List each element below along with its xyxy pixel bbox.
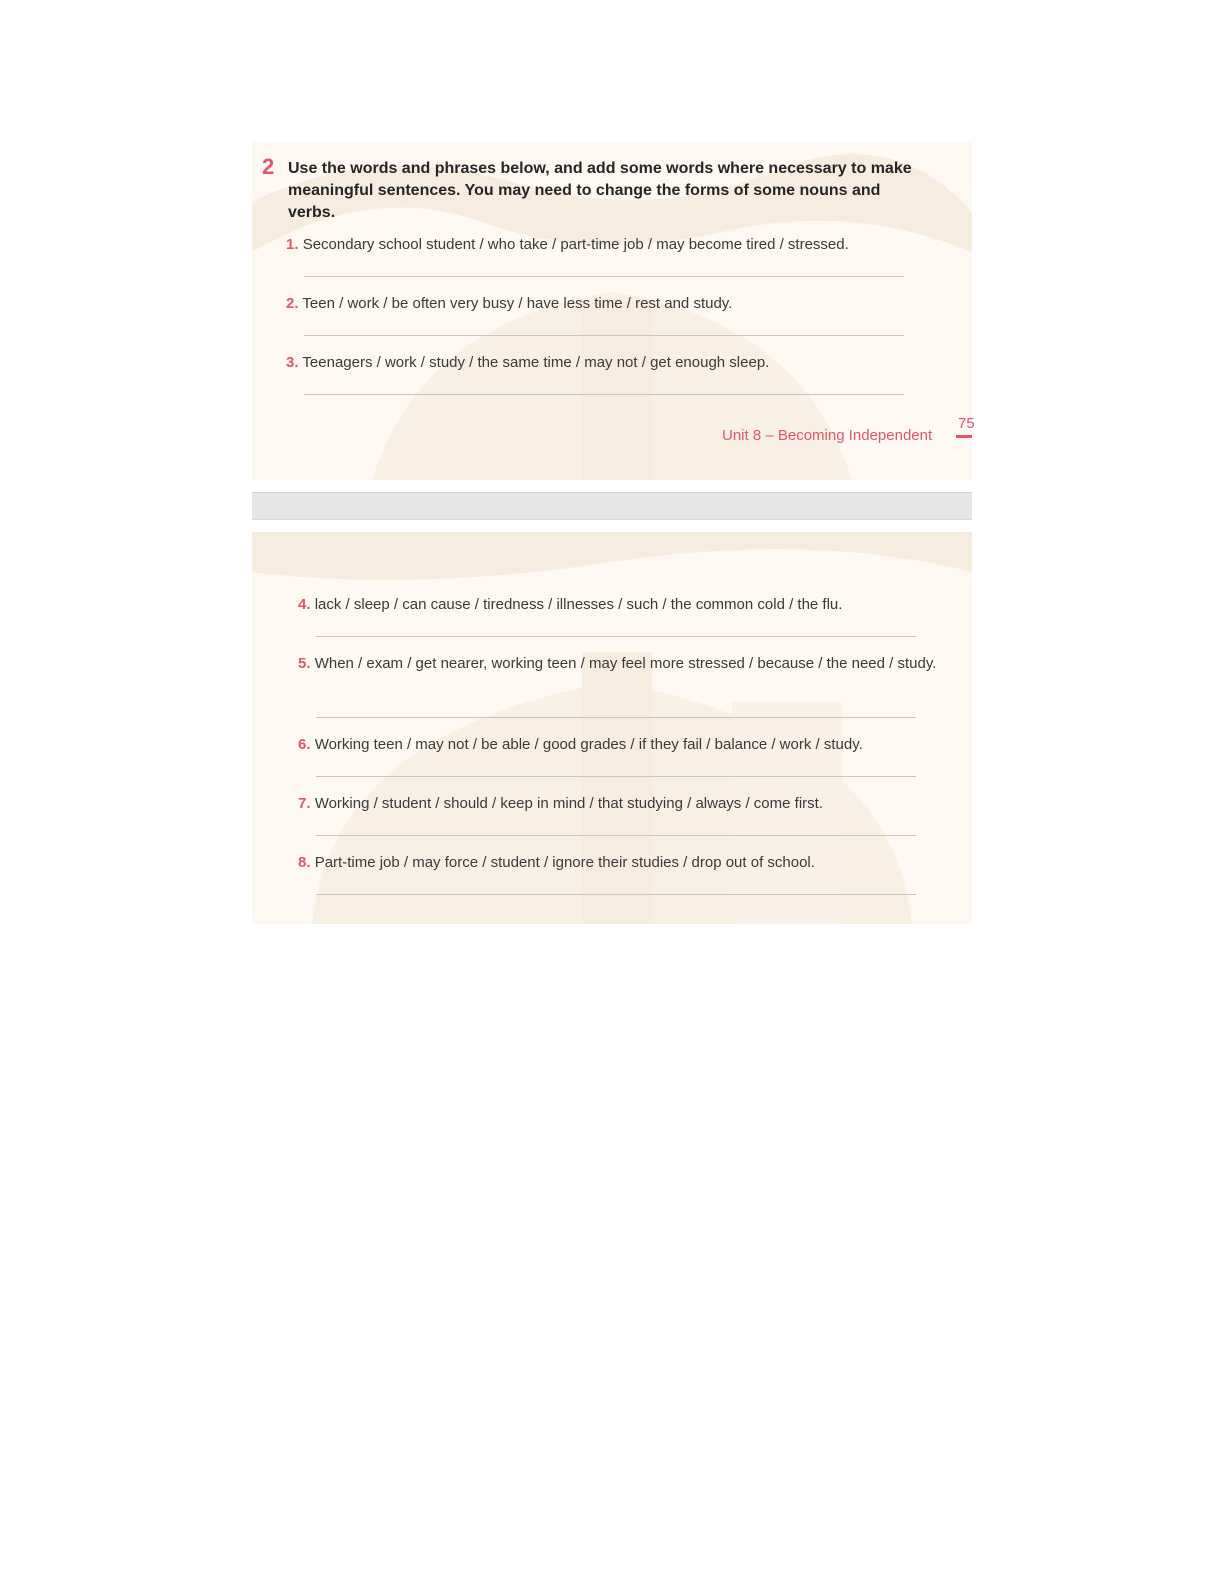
exercise-item-8 xyxy=(298,852,968,874)
answer-line-8[interactable] xyxy=(316,894,916,895)
exercise-item-2 xyxy=(286,293,966,315)
item-number: 8. xyxy=(298,854,311,871)
page-number: 75 xyxy=(958,415,975,432)
exercise-instruction: Use the words and phrases below, and add some words where necessary to make meaningful sentences. You may need to change the forms of some nouns and verbs. xyxy=(288,160,912,221)
answer-line-3[interactable] xyxy=(304,394,904,395)
exercise-item-6 xyxy=(298,734,968,756)
exercise-item-1 xyxy=(286,234,966,256)
item-number: 3. xyxy=(286,354,299,371)
page-divider xyxy=(252,492,972,520)
answer-line-6[interactable] xyxy=(316,776,916,777)
item-text: lack / sleep / can cause / tiredness / illnesses / such / the common cold / the flu. xyxy=(314,596,843,613)
exercise-item-4 xyxy=(298,594,968,616)
item-text: Part-time job / may force / student / ignore their studies / drop out of school. xyxy=(314,854,815,871)
item-text: Teenagers / work / study / the same time / may not / get enough sleep. xyxy=(302,354,770,371)
answer-line-7[interactable] xyxy=(316,835,916,836)
exercise-item-3 xyxy=(286,352,966,374)
item-number: 2. xyxy=(286,295,299,312)
item-number: 5. xyxy=(298,655,311,672)
worksheet-page-top xyxy=(252,142,975,480)
item-number: 1. xyxy=(286,236,299,253)
item-text: Secondary school student / who take / part-time job / may become tired / stressed. xyxy=(302,236,849,253)
answer-line-2[interactable] xyxy=(304,335,904,336)
unit-title: Unit 8 – Becoming Independent xyxy=(722,427,933,444)
item-text: Working teen / may not / be able / good grades / if they fail / balance / work / study. xyxy=(314,736,863,753)
exercise-item-7 xyxy=(298,793,968,815)
item-text: When / exam / get nearer, working teen / may feel more stressed / because / the need / study. xyxy=(314,655,937,672)
item-number: 6. xyxy=(298,736,311,753)
answer-line-4[interactable] xyxy=(316,636,916,637)
item-number: 4. xyxy=(298,596,311,613)
item-number: 7. xyxy=(298,795,311,812)
item-text: Working / student / should / keep in mind / that studying / always / come first. xyxy=(314,795,823,812)
worksheet-page-bottom xyxy=(252,532,972,924)
exercise-number: 2 xyxy=(262,154,275,179)
answer-line-5[interactable] xyxy=(316,717,916,718)
page-number-underline xyxy=(956,435,972,438)
item-text: Teen / work / be often very busy / have less time / rest and study. xyxy=(302,295,733,312)
exercise-item-5 xyxy=(298,653,958,675)
answer-line-1[interactable] xyxy=(304,276,904,277)
